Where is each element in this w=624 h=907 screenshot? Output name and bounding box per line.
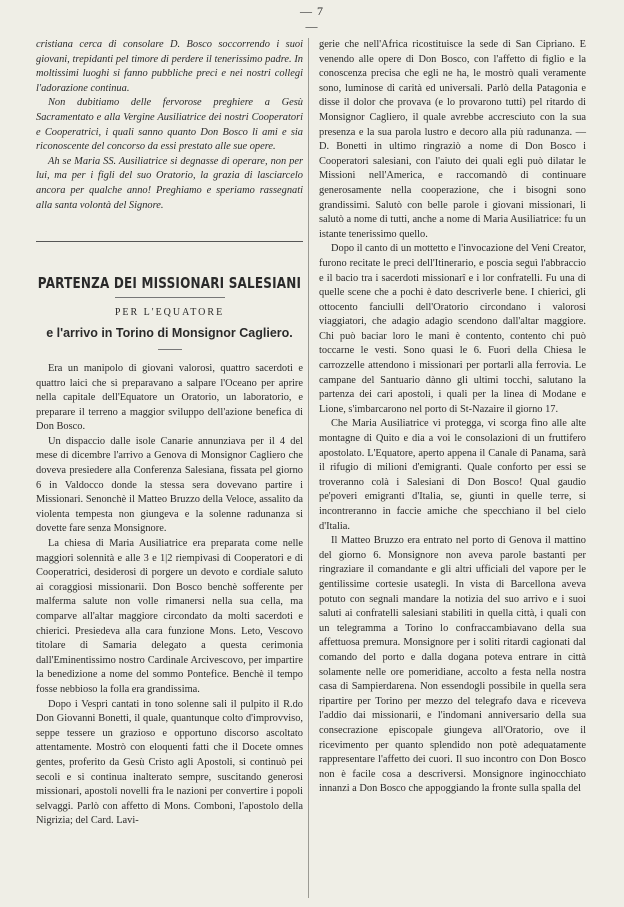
body-paragraph-5: gerie che nell'Africa ricostituisce la sede di San Cipriano. E venendo alle opere di Don Bosco, con l'affetto di figlio e la conoscenza precisa che egli ne ha, le mostrò quali veramente sono, luminose di carità ed universali. Parlò della Patagonia e disse il dolor che provava (e lo provarono tutti) pel ritardo di Monsignor Cagliero, il quale avrebbe accresciuto con la sua presenza e la sua parola lustro e decoro alla più radunanza. — D. Bonetti in ultimo ringraziò a nome di Don Bosco i Cooperatori salesiani, con l'aiuto dei quali egli può dilatar le Missioni nell'America, e raccomandò di continuare generosamente nella cooperazione, che i bisogni sono grandissimi. Salutò con belle parole i giovani missionari, li salutò a nome di tutti, anche a nome di Maria Ausiliatrice: fu un istante tenerissimo quello. (319, 39, 586, 240)
body-paragraph-8: Il Matteo Bruzzo era entrato nel porto di Genova il mattino del giorno 6. Monsignore non aveva parole bastanti per ringraziare il comandante e gli altri ufficiali del vapore per le gentilissime cortesie usategli. In vista di Barcellona aveva potuto con segnali mandare la notizia del suo arrivo e i suoi saluti ai confratelli salesiani stabiliti in quella città, i quali con un telegramma a Torino lo confraccambiavano della sua affettuosa premura. Monsignore per i soliti ritardi cagionati dal comando del porto e dalla dogana poteva entrare in città solamente nelle ore pomeridiane, accolto a festa nella nostra casa di Sampierdarena. Non essendogli possibile in quella sera ripartire per Torino per mezzo del telegrafo dava e riceveva l'addio dai missionarii, e l'indomani anniversario della sua consecrazione episcopale giungeva all'Oratorio, ove il ricevimento per quanto splendido non potè adequatamente rappresentare l'affetto dei cuori. Il suo incontro con Don Bosco non è facile cosa a descriversi. Monsignore inginocchiato innanzi a Don Bosco che appoggiando la fronte sulla spalla del (319, 535, 586, 795)
column-divider (308, 38, 309, 898)
right-column (319, 38, 586, 797)
body-paragraph-7: Che Maria Ausiliatrice vi protegga, vi scorga fino alle alte montagne di Quito e dia a voi le consolazioni di un fruttifero apostolato. L'Equatore, aperto appena il Canale di Panama, sarà il rifugio di milioni d'emigranti. Quale conforto per essi se troveranno colà i Salesiani di Don Bosco! Qual gaudio pe'poveri emigranti d'Italia, se, giunti in quelle terre, si incontreranno in faccie amiche che specchiano il bel cielo d'Italia. (319, 418, 586, 532)
article-subtitle-2: e l'arrivo in Torino di Monsignor Cagliero. (46, 326, 293, 341)
article-subtitle: PER L'EQUATORE (114, 306, 225, 318)
body-paragraph-4: Dopo i Vespri cantati in tono solenne sali il pulpito il R.do Don Giovanni Bonetti, il quale, quantunque colto d'improvviso, seppe tessere un grazioso e opportuno discorso ascoltato attentamente. Mostrò con eloquenti fatti che il Docete omnes gentes, proferito da Gesù Cristo agli Apostoli, si continuò pei secoli e si continua inalterato sempre, suscitando generosi missionari, apostoli novelli fra le nazioni per convertire i popoli selvaggi. Parlò con affetto di Mons. Comboni, l'apostolo della Nigrizia; del Card. Lavi- (36, 698, 303, 827)
body-paragraph-3: La chiesa di Maria Ausiliatrice era preparata come nelle maggiori solennità e alle 3 e 1|2 riempivasi di Cooperatori e di Cooperatrici, desiderosi di porgere un devoto e cordiale saluto ai coraggiosi missionarii. Don Bosco benchè sofferente per malferma salute non volle rimanersi nella sua cella, ma comparve all'altar maggiore circondato da molti sacerdoti e chierici. Presiedeva alla cara funzione Mons. Leto, Vescovo titolare di Samaria delegato a questa cerimonia dall'Eminentissimo nostro Cardinale Arcivescovo, per impartire la benedizione a nome del sommo Pontefice. Benchè il tempo fosse nebbioso la folla era grandissima. (36, 538, 303, 695)
left-column (36, 38, 303, 829)
title-underline (115, 297, 225, 298)
article-body-left (36, 362, 303, 829)
page-number: — 7 — (300, 4, 324, 33)
body-paragraph-2: Un dispaccio dalle isole Canarie annunziava per il 4 del mese di dicembre l'arrivo a Genova di Monsignor Cagliero che doveva presiedere alla Conferenza Salesiana, fissata pel giorno 6 in Valdocco donde la stessa sera dovevano partire i Missionari. Senonchè il Matteo Bruzzo della Veloce, assalito da violenta tempesta non giungeva e la solenne radunanza si dovette fare senza Monsignore. (36, 435, 303, 535)
intro-paragraph-2: Non dubitiamo delle fervorose preghiere a Gesù Sacramentato e alla Vergine Ausiliatrice dei nostri Cooperatori e Cooperatrici, i quali sanno quanto Don Bosco li ami e sia riconoscente del concorso da essi prestato alle sue opere. (36, 97, 303, 153)
intro-paragraph-1: cristiana cerca di consolare D. Bosco soccorrendo i suoi giovani, trepidanti pel timore di perdere il tenerissimo padre. In moltissimi luoghi si fanno pubbliche preci e nei nostri collegi l'adorazione continua. (36, 39, 303, 94)
article-title: PARTENZA DEI MISSIONARI SALESIANI (37, 274, 302, 292)
subtitle-underline (158, 349, 182, 350)
intro-paragraph-3: Ah se Maria SS. Ausiliatrice si degnasse di operare, non per lui, ma per i figli del suo Oratorio, la grazia di lasciarcelo ancora per qualche anno! Preghiamo e speriamo rassegnati alla santa volontà del Signore. (36, 155, 303, 211)
body-paragraph-6: Dopo il canto di un mottetto e l'invocazione del Veni Creator, furono recitate le preci dell'Itinerario, e poscia seguì l'abbraccio e il bacio tra i sacerdoti missionarî e i lor confratelli. Fu una di quelle scene che a pochi è dato descriverle bene. I chierici, gli ottocento fanciulli dell'Oratorio circondano i valorosi viaggiatori, che adagio adagio scendono dall'altar maggiore. Chi può baciar loro le mani è contento, contento chi può toccarne le vesti. Sono quasi le 6. Fuori della Chiesa le carrozzelle attendono i missionari per portarli alla ferrovia. Le campane del Santuario dànno gli ultimi tocchi, salutano la partenza dei cari apostoli, i quali per la linea di Modane e Lione, s'imbarcarono nel porto di St-Nazaire il giorno 17. (319, 243, 586, 415)
section-divider (36, 241, 303, 242)
body-paragraph-1: Era un manipolo di giovani valorosi, quattro sacerdoti e quattro laici che si preparavano a salpare l'Oceano per aprire nella capitale dell'Equatore un Oratorio, un laboratorio, e preparare il terreno a maggior sviluppo dell'azione benefica di Don Bosco. (36, 362, 303, 433)
